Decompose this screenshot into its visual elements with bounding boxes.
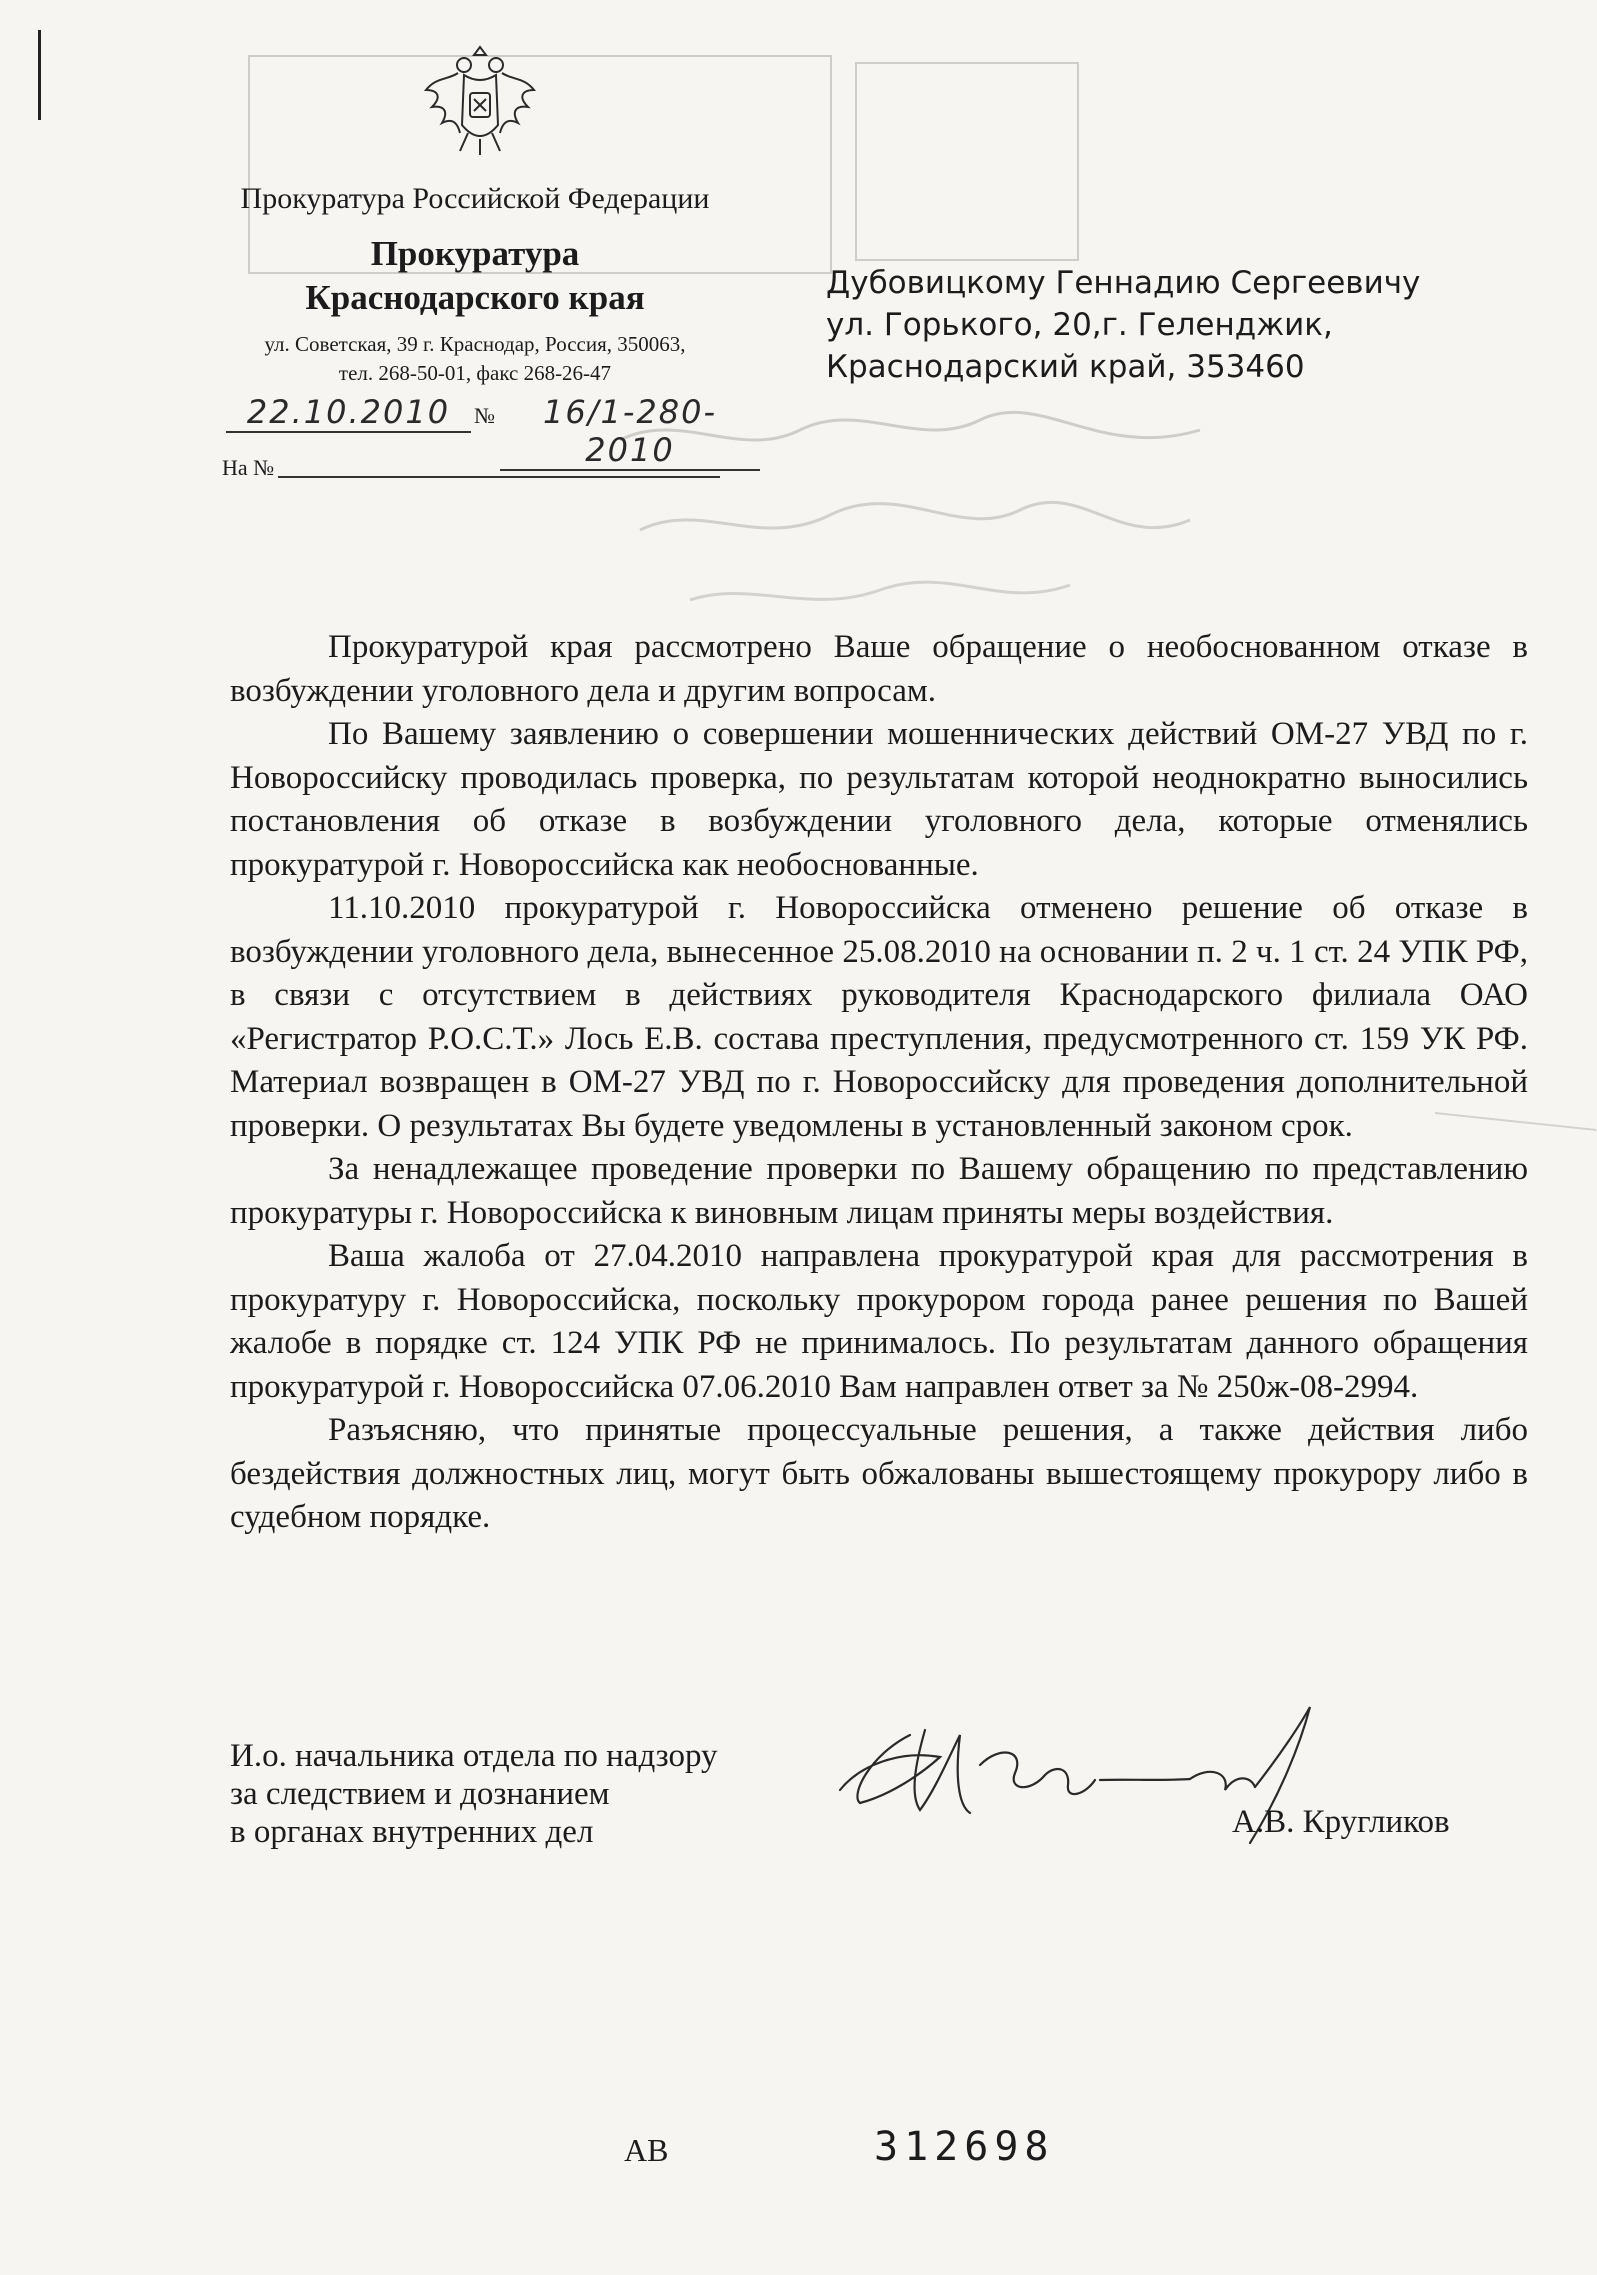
show-through-postmark <box>855 62 1079 261</box>
registration-number: 16/1-280-2010 <box>500 393 760 471</box>
recipient-address-line1: ул. Горького, 20,г. Геленджик, <box>826 307 1333 343</box>
body-paragraph: Прокуратурой края рассмотрено Ваше обращение о необоснованном отказе в возбуждении уголовного дела и другим вопросам. <box>230 629 1528 709</box>
registration-date: 22.10.2010 <box>226 393 471 433</box>
signatory-name: А.В. Кругликов <box>1232 1804 1450 1840</box>
org-name <box>205 232 745 320</box>
body-paragraph: Разъясняю, что принятые процессуальные решения, а также действия либо бездействия должностных лиц, могут быть обжалованы вышестоящему прокурору либо в судебном порядке. <box>230 1412 1528 1535</box>
recipient-block <box>826 262 1420 388</box>
reference-number-blank <box>278 476 720 478</box>
org-address-line1: ул. Советская, 39 г. Краснодар, Россия, 350063, <box>264 332 686 356</box>
form-serial-prefix: АВ <box>624 2132 669 2168</box>
registration-number-label: № <box>474 403 495 428</box>
coat-of-arms-emblem <box>418 35 543 160</box>
recipient-name: Дубовицкому Геннадию Сергеевичу <box>826 265 1421 301</box>
form-serial-number: 312698 <box>874 2124 1055 2170</box>
reference-number-label: На № <box>222 455 275 480</box>
signatory-title-line2: за следствием и дознанием <box>230 1776 610 1812</box>
body-paragraph: За ненадлежащее проведение проверки по Вашему обращению по представлению прокуратуры г. Новороссийска к виновным лицам приняты меры воздействия. <box>230 1151 1528 1231</box>
org-contacts-line: тел. 268-50-01, факс 268-26-47 <box>338 361 612 385</box>
signatory-title-line3: в органах внутренних дел <box>230 1814 594 1850</box>
margin-mark <box>38 30 41 120</box>
body-paragraph: 11.10.2010 прокуратурой г. Новороссийска отменено решение об отказе в возбуждении уголовного дела, вынесенное 25.08.2010 на основании п. 2 ч. 1 ст. 24 УПК РФ, в связи с отсутствием в действиях руководителя Краснодарского филиала ОАО «Регистратор Р.О.С.Т.» Лось Е.В. состава преступления, предусмотренного ст. 159 УК РФ. Материал возвращен в ОМ-27 УВД по г. Новороссийску для проведения дополнительной проверки. О результатах Вы будете уведомлены в установленный законом срок. <box>230 890 1528 1144</box>
signatory-title-line1: И.о. начальника отдела по надзору <box>230 1738 718 1774</box>
org-parent-name: Прокуратура Российской Федерации <box>240 182 710 215</box>
body-paragraph: Ваша жалоба от 27.04.2010 направлена прокуратурой края для рассмотрения в прокуратуру г. Новороссийска, поскольку прокурором города ранее решения по Вашей жалобе в порядке ст. 124 УПК РФ не принималось. По результатам данного обращения прокуратурой г. Новороссийска 07.06.2010 Вам направлен ответ за № 250ж-08-2994. <box>230 1238 1528 1405</box>
signatory-title <box>230 1737 718 1851</box>
recipient-address-line2: Краснодарский край, 353460 <box>826 349 1305 385</box>
body-paragraph: По Вашему заявлению о совершении мошеннических действий ОМ-27 УВД по г. Новороссийску проводилась проверка, по результатам которой неоднократно выносились постановления об отказе в возбуждении уголовного дела, которые отменялись прокуратурой г. Новороссийска как необоснованные. <box>230 716 1528 883</box>
org-address <box>205 330 745 388</box>
letter-body <box>230 626 1528 1540</box>
org-name-line2: Краснодарского края <box>305 278 645 317</box>
org-name-line1: Прокуратура <box>370 234 580 273</box>
